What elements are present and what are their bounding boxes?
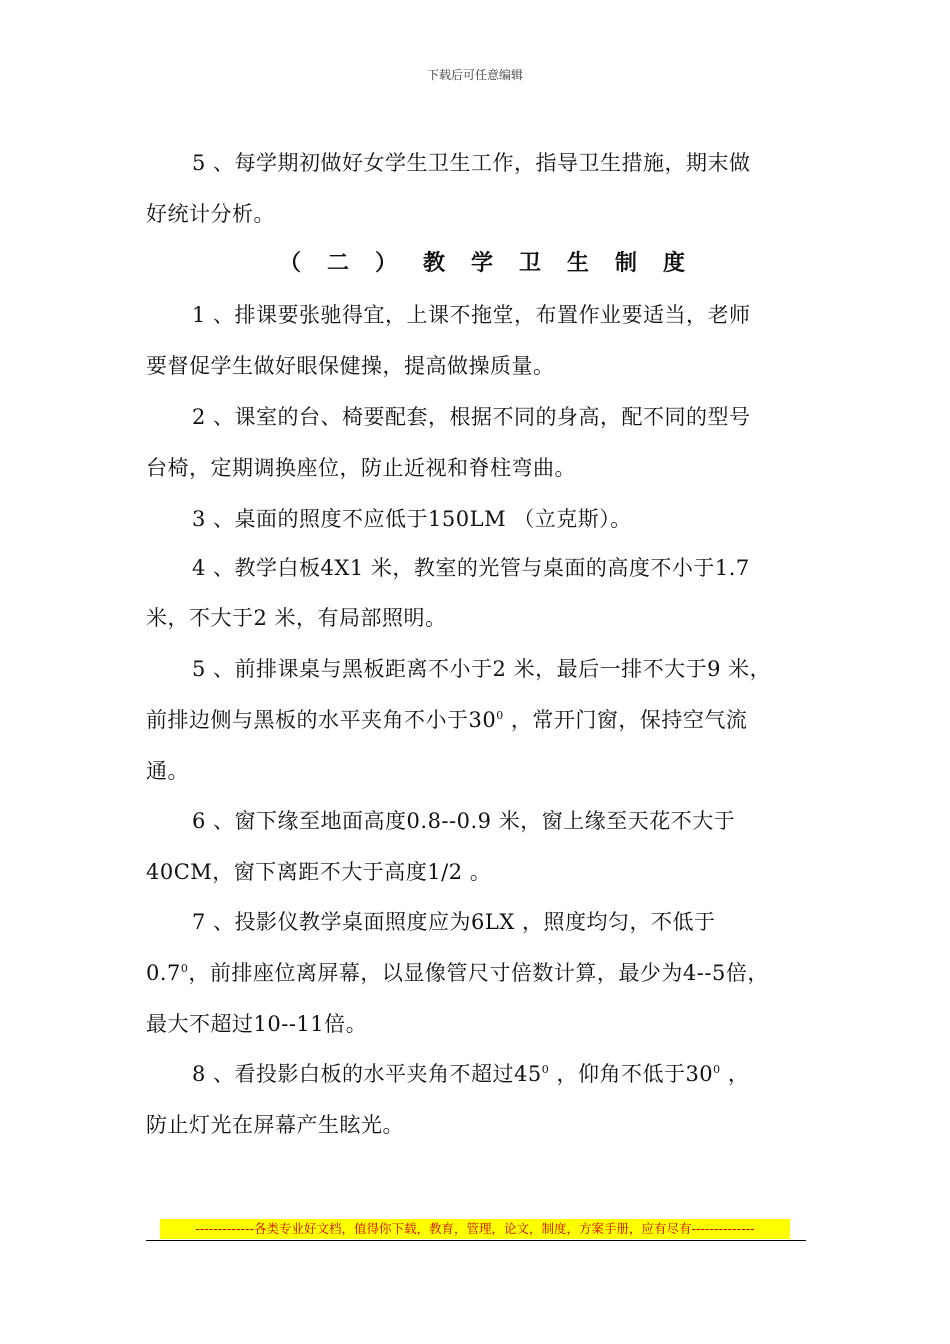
text-segment: ，前排座位离屏幕，以显像管尺寸倍数计算，最少为4--5倍，	[188, 961, 769, 985]
paragraph-line: 最大不超过10--11倍。	[146, 1012, 368, 1036]
header-note: 下载后可任意编辑	[426, 68, 523, 82]
paragraph-line: 米，不大于2 米，有局部照明。	[146, 606, 447, 630]
superscript: 0	[541, 1063, 550, 1076]
section-title: （二）教学卫生制度	[278, 251, 711, 276]
paragraph-line	[146, 960, 769, 986]
paragraph-line: 要督促学生做好眼保健操，提高做操质量。	[146, 354, 555, 378]
paragraph-line	[146, 707, 747, 733]
paragraph-line: 1 、排课要张驰得宜，上课不拖堂，布置作业要适当，老师	[192, 303, 751, 327]
paragraph-line: 40CM，窗下离距不大于高度1/2 。	[146, 860, 492, 884]
footer-divider	[146, 1240, 806, 1241]
paragraph-line: 防止灯光在屏幕产生眩光。	[146, 1113, 404, 1137]
paragraph-line: 通。	[146, 759, 189, 783]
text-segment: ，仰角不低于30	[549, 1062, 714, 1086]
paragraph-line: 5 、每学期初做好女学生卫生工作，指导卫生措施，期末做	[192, 151, 751, 175]
paragraph-line: 6 、窗下缘至地面高度0.8--0.9 米，窗上缘至天花不大于	[192, 809, 736, 833]
text-segment: 0.7	[146, 961, 181, 985]
paragraph-line: 2 、课室的台、椅要配套，根据不同的身高，配不同的型号	[192, 405, 751, 429]
footer-banner: -------------各类专业好文档，值得你下载，教育，管理，论文，制度，方案手册，应有尽有--------------	[160, 1219, 790, 1239]
paragraph-line	[192, 1061, 749, 1087]
text-segment: 8 、看投影白板的水平夹角不超过45	[192, 1062, 542, 1086]
text-segment: 前排边侧与黑板的水平夹角不小于30	[146, 708, 497, 732]
superscript: 0	[496, 709, 504, 722]
superscript: 0	[180, 962, 189, 975]
paragraph-line: 台椅，定期调换座位，防止近视和脊柱弯曲。	[146, 456, 576, 480]
paragraph-line: 好统计分析。	[146, 202, 275, 226]
text-segment: ，常开门窗，保持空气流	[503, 708, 748, 732]
paragraph-line: 5 、前排课桌与黑板距离不小于2 米，最后一排不大于9 米，	[192, 657, 772, 681]
paragraph-line: 4 、教学白板4X1 米，教室的光管与桌面的高度不小于1.7	[192, 556, 750, 580]
text-segment: ，	[720, 1062, 750, 1086]
paragraph-line: 7 、投影仪教学桌面照度应为6LX ，照度均匀，不低于	[192, 910, 716, 934]
paragraph-line: 3 、桌面的照度不应低于150LM （立克斯）。	[192, 507, 632, 531]
superscript: 0	[713, 1063, 721, 1076]
